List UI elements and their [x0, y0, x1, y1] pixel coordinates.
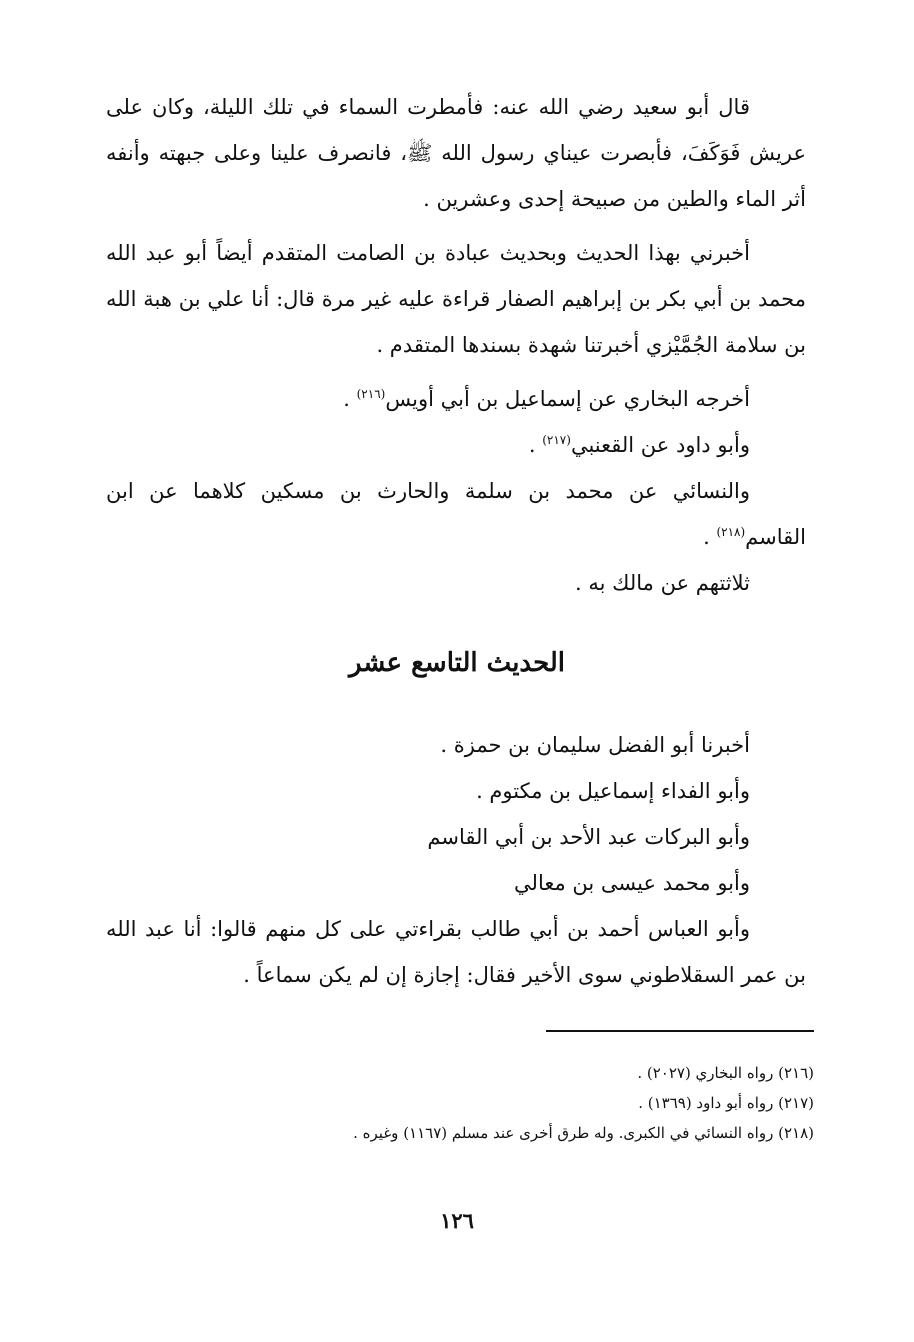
takhrij-bukhari [106, 376, 806, 422]
paragraph-isnad-text: أخبرني بهذا الحديث وبحديث عبادة بن الصامت المتقدم أيضاً أبو عبد الله محمد بن أبي بكر بن إبراهيم الصفار قراءة عليه غير مرة قال: أنا علي بن هبة الله بن سلامة الجُمَّيْزي أخبرتنا شهدة بسندها المتقدم . [106, 241, 806, 357]
takhrij-abudawud [106, 422, 806, 468]
takhrij-nasai [106, 468, 806, 560]
paragraph-abu-said-text: قال أبو سعيد رضي الله عنه: فأمطرت السماء في تلك الليلة، وكان على عريش فَوَكَفَ، فأبصرت عيناي رسول الله ﷺ، فانصرف علينا وعلى جبهته وأنفه أثر الماء والطين من صبيحة إحدى وعشرين . [106, 95, 806, 211]
footnote-divider [546, 1030, 814, 1032]
narrator-line: وأبو الفداء إسماعيل بن مكتوم . [476, 779, 750, 803]
footnote-218: (٢١٨) رواه النسائي في الكبرى. وله طرق أخرى عند مسلم (١١٦٧) وغيره . [353, 1124, 814, 1142]
paragraph-abu-said [106, 84, 806, 222]
narrator-line: وأبو البركات عبد الأحد بن أبي القاسم [427, 825, 750, 849]
footnote-217: (٢١٧) رواه أبو داود (١٣٦٩) . [638, 1094, 814, 1112]
takhrij-block [106, 376, 806, 606]
paragraph-ijaza-text: وأبو العباس أحمد بن أبي طالب بقراءتي على كل منهم قالوا: أنا عبد الله بن عمر السقلاطوني سوى الأخير فقال: إجازة إن لم يكن سماعاً . [106, 917, 806, 987]
takhrij-conclusion: ثلاثتهم عن مالك به . [575, 571, 750, 595]
takhrij-bukhari-end: . [343, 387, 357, 411]
paragraph-isnad [106, 230, 806, 368]
takhrij-abudawud-text: وأبو داود عن القعنبي [570, 433, 750, 457]
takhrij-nasai-end: . [703, 525, 717, 549]
narrator-line: أخبرنا أبو الفضل سليمان بن حمزة . [440, 733, 750, 757]
narrator-line: وأبو محمد عيسى بن معالي [514, 871, 750, 895]
footnote-216: (٢١٦) رواه البخاري (٢٠٢٧) . [637, 1064, 814, 1082]
page-number: ١٢٦ [440, 1208, 474, 1233]
footnote-ref-217[interactable]: (٢١٧) [542, 433, 571, 447]
footnote-ref-218[interactable]: (٢١٨) [716, 525, 746, 539]
footnotes-list [353, 1058, 814, 1148]
hadith-heading: الحديث التاسع عشر [348, 648, 566, 678]
takhrij-abudawud-end: . [528, 433, 543, 457]
narrators-list [427, 722, 750, 906]
footnote-ref-216[interactable]: (٢١٦) [356, 387, 386, 401]
paragraph-ijaza [106, 906, 806, 998]
takhrij-bukhari-text: أخرجه البخاري عن إسماعيل بن أبي أويس [385, 387, 750, 411]
takhrij-nasai-text: والنسائي عن محمد بن سلمة والحارث بن مسكين كلاهما عن ابن القاسم [106, 479, 806, 549]
